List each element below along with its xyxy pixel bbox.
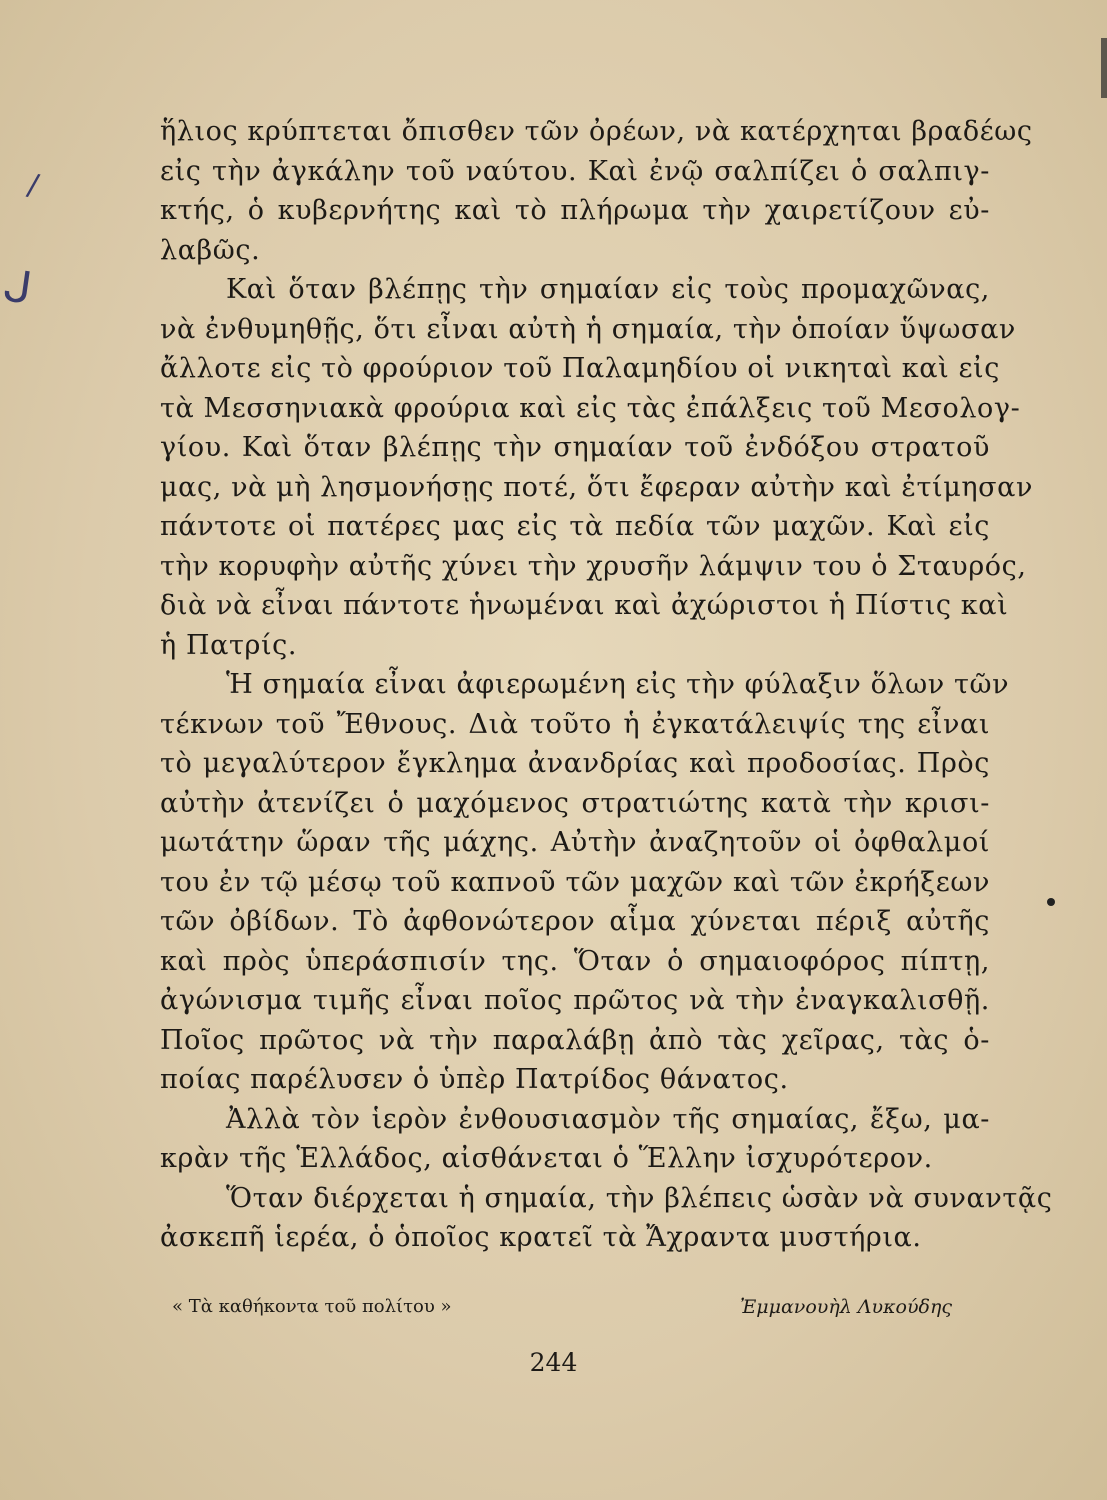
text-line: Ποῖος πρῶτος νὰ τὴν παραλάβῃ ἀπὸ τὰς χεῖρας, τὰς ὁ-: [160, 1024, 990, 1056]
text-line: μωτάτην ὥραν τῆς μάχης. Αὐτὴν ἀναζητοῦν οἱ ὀφθαλμοί: [160, 827, 990, 858]
paragraph-5: [160, 1179, 1053, 1258]
body-text: [160, 112, 1053, 1258]
text-line: ποίας παρέλυσεν ὁ ὑπὲρ Πατρίδος θάνατος.: [160, 1064, 789, 1095]
paragraph-3: [160, 665, 1010, 1100]
text-line: κτής, ὁ κυβερνήτης καὶ τὸ πλήρωμα τὴν χαιρετίζουν εὐ-: [160, 195, 990, 226]
text-line: εἰς τὴν ἀγκάλην τοῦ ναύτου. Καὶ ἐνῷ σαλπίζει ὁ σαλπιγ-: [160, 155, 990, 187]
text-line: καὶ πρὸς ὑπεράσπισίν της. Ὅταν ὁ σημαιοφόρος πίπτῃ,: [160, 945, 990, 977]
text-line: του ἐν τῷ μέσῳ τοῦ καπνοῦ τῶν μαχῶν καὶ τῶν ἐκρήξεων: [160, 866, 990, 898]
pencil-margin-mark-icon: /: [24, 167, 42, 204]
text-line: Ὅταν διέρχεται ἡ σημαία, τὴν βλέπεις ὡσὰν νὰ συναντᾷς: [226, 1182, 1053, 1214]
paragraph-4: [160, 1100, 990, 1179]
text-line: πάντοτε οἱ πατέρες μας εἰς τὰ πεδία τῶν μαχῶν. Καὶ εἰς: [160, 511, 990, 542]
text-line: τὸ μεγαλύτερον ἔγκλημα ἀνανδρίας καὶ προδοσίας. Πρὸς: [160, 748, 990, 779]
text-line: ἥλιος κρύπτεται ὄπισθεν τῶν ὀρέων, νὰ κατέρχηται βραδέως: [160, 116, 1033, 147]
text-line: λαβῶς.: [160, 234, 261, 266]
text-line: κρὰν τῆς Ἑλλάδος, αἰσθάνεται ὁ Ἕλλην ἰσχυρότερον.: [160, 1143, 933, 1174]
text-line: αὐτὴν ἀτενίζει ὁ μαχόμενος στρατιώτης κατὰ τὴν κρισι-: [160, 787, 990, 819]
text-line: Ἡ σημαία εἶναι ἀφιερωμένη εἰς τὴν φύλαξιν ὅλων τῶν: [226, 669, 1010, 700]
text-line: διὰ νὰ εἶναι πάντοτε ἡνωμέναι καὶ ἀχώριστοι ἡ Πίστις καὶ: [160, 590, 1009, 621]
text-line: μας, νὰ μὴ λησμονήσῃς ποτέ, ὅτι ἔφεραν αὐτὴν καὶ ἐτίμησαν: [160, 471, 1034, 503]
text-line: Ἀλλὰ τὸν ἱερὸν ἐνθουσιασμὸν τῆς σημαίας, ἔξω, μα-: [226, 1103, 990, 1135]
page-number: 244: [529, 1348, 578, 1377]
text-line: γίου. Καὶ ὅταν βλέπῃς τὴν σημαίαν τοῦ ἐνδόξου στρατοῦ: [160, 432, 990, 463]
text-line: ἡ Πατρίς.: [160, 629, 298, 661]
source-title: « Τὰ καθήκοντα τοῦ πολίτου »: [172, 1296, 452, 1317]
paragraph-1: [160, 112, 1033, 270]
text-line: ἄλλοτε εἰς τὸ φρούριον τοῦ Παλαμηδίου οἱ νικηταὶ καὶ εἰς: [160, 353, 1000, 384]
spine-edge-mark: [1101, 38, 1107, 98]
text-line: τὰ Μεσσηνιακὰ φρούρια καὶ εἰς τὰς ἐπάλξεις τοῦ Μεσολογ-: [160, 392, 1021, 424]
text-line: τῶν ὀβίδων. Τὸ ἀφθονώτερον αἷμα χύνεται πέριξ αὐτῆς: [160, 906, 990, 937]
text-line: Καὶ ὅταν βλέπῃς τὴν σημαίαν εἰς τοὺς προμαχῶνας,: [226, 274, 990, 305]
text-line: τὴν κορυφὴν αὐτῆς χύνει τὴν χρυσῆν λάμψιν του ὁ Σταυρός,: [160, 550, 1027, 582]
text-line: ἀγώνισμα τιμῆς εἶναι ποῖος πρῶτος νὰ τὴν ἐναγκαλισθῇ.: [160, 985, 990, 1016]
text-line: νὰ ἐνθυμηθῇς, ὅτι εἶναι αὐτὴ ἡ σημαία, τὴν ὁποίαν ὕψωσαν: [160, 313, 1016, 345]
text-line: ἀσκεπῆ ἱερέα, ὁ ὁποῖος κρατεῖ τὰ Ἄχραντα μυστήρια.: [160, 1222, 922, 1253]
attribution-row: [172, 1296, 952, 1318]
ink-dot-mark: [1047, 898, 1055, 906]
text-line: τέκνων τοῦ Ἔθνους. Διὰ τοῦτο ἡ ἐγκατάλειψίς της εἶναι: [160, 708, 990, 740]
author-name: Ἐμμανουὴλ Λυκούδης: [740, 1296, 952, 1318]
paragraph-2: [160, 270, 1034, 665]
pencil-margin-hook-icon: ᒍ: [0, 260, 36, 315]
